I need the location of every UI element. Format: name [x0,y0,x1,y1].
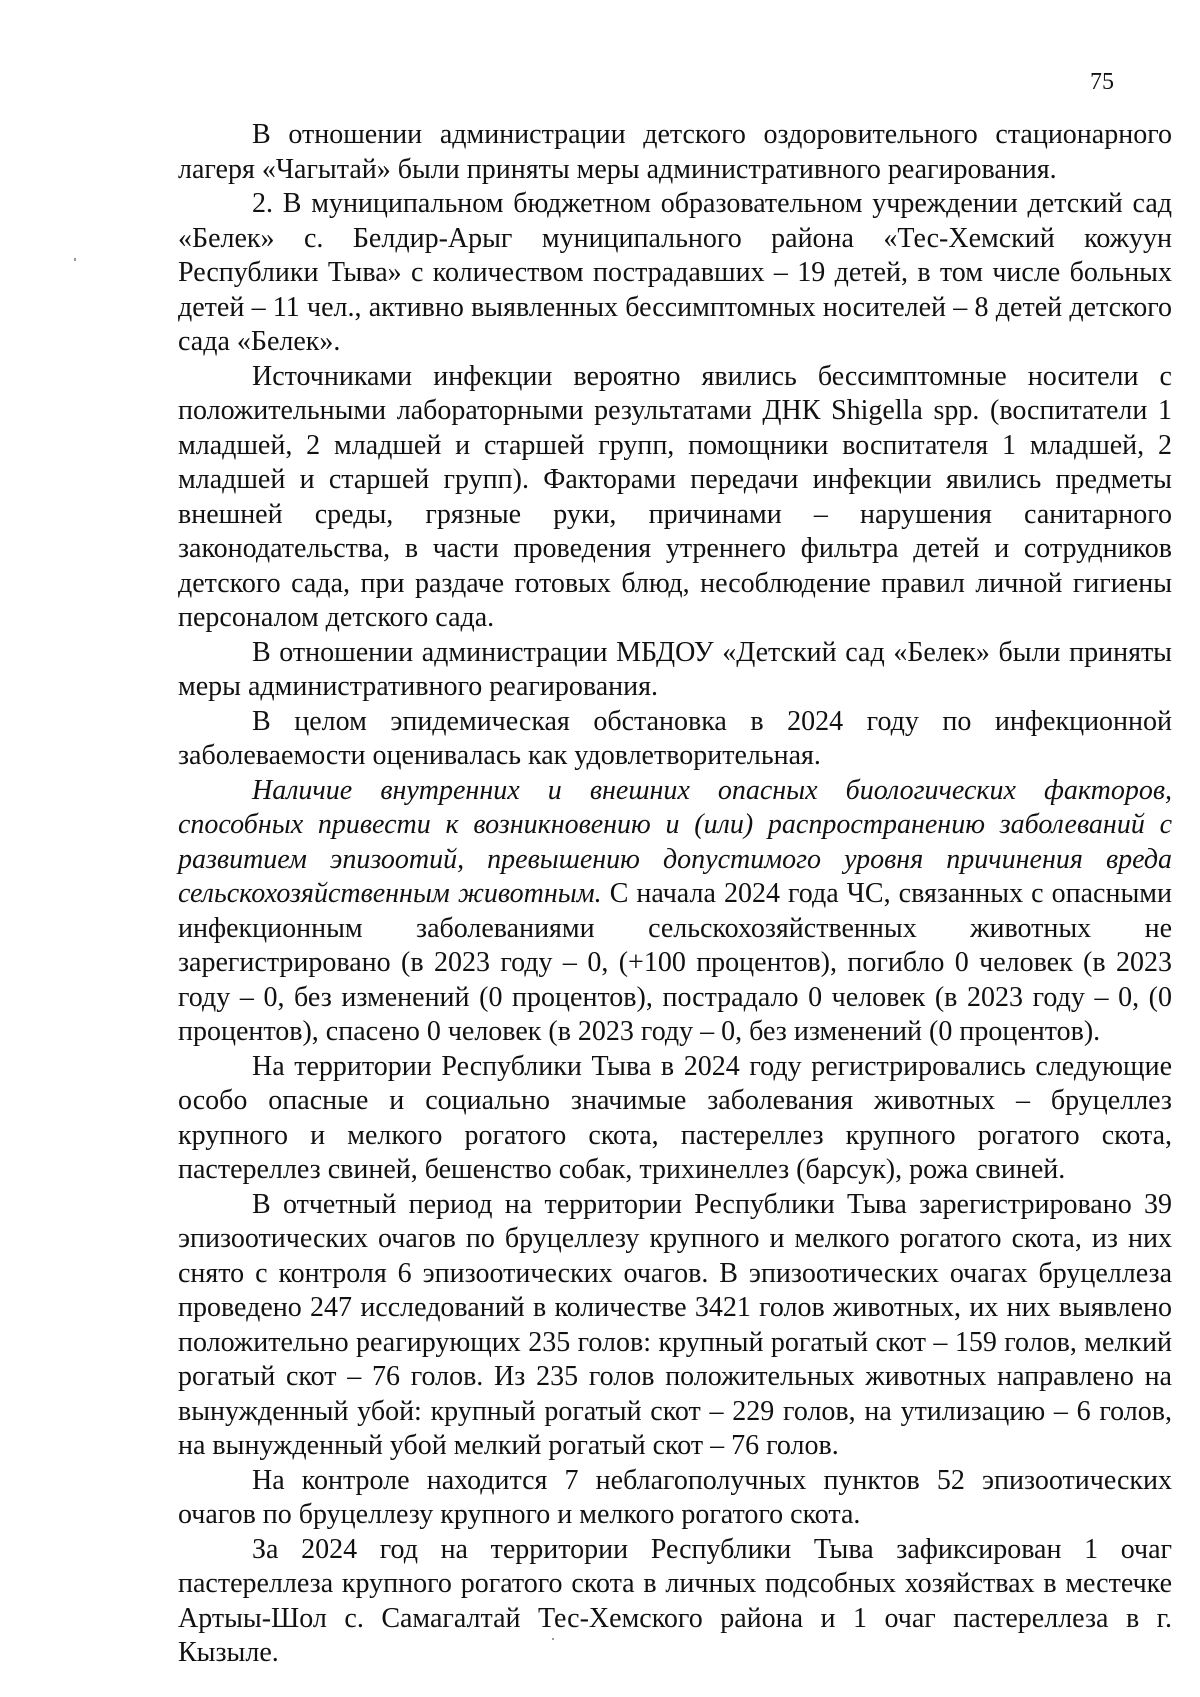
paragraph-6-text: С начала 2024 года ЧС, связанных с опасными инфекционным заболеваниями сельскохозяйственных животных не зарегистрировано (в 2023 году – 0, (+100 процентов), погибло 0 человек (в 2023 году – 0, без изменений (0 процентов), пострадало 0 человек (в 2023 году – 0, (0 процентов), спасено 0 человек (в 2023 году – 0, без изменений (0 процентов). [178,878,1172,1047]
scan-mark-left [74,258,76,261]
paragraph-9: На контроле находится 7 неблагополучных пунктов 52 эпизоотических очагов по бруцеллезу крупного и мелкого рогатого скота. [178,1464,1172,1530]
paragraph-1: В отношении администрации детского оздоровительного стационарного лагеря «Чагытай» были приняты меры административного реагирования. [178,119,1172,185]
italic-heading: Наличие внутренних и внешних опасных биологических факторов, способных привести к возникновению и (или) распространению заболеваний с развитием эпизоотий, превышению допустимого уровня причинения вреда сельскохозяйственным животным. [178,774,1172,909]
paragraph-10: За 2024 год на территории Республики Тыва зафиксирован 1 очаг пастереллеза крупного рогатого скота в личных подсобных хозяйствах в местечке Артыы-Шол с. Самагалтай Тес-Хемского района и 1 очаг пастереллеза в г. Кызыле. [178,1533,1172,1668]
paragraph-6 [178,774,1172,1050]
paragraph-7: На территории Республики Тыва в 2024 году регистрировались следующие особо опасные и социально значимые заболевания животных – бруцеллез крупного и мелкого рогатого скота, пастереллез крупного рогатого скота, пастереллез свиней, бешенство собак, трихинеллез (барсук), рожа свиней. [178,1050,1172,1185]
paragraph-3: Источниками инфекции вероятно явились бессимптомные носители с положительными лабораторными результатами ДНК Shigella spp. (воспитатели 1 младшей, 2 младшей и старшей групп, помощники воспитателя 1 младшей, 2 младшей и старшей групп). Факторами передачи инфекции явились предметы внешней среды, грязные руки, причинами – нарушения санитарного законодательства, в части проведения утреннего фильтра детей и сотрудников детского сада, при раздаче готовых блюд, несоблюдение правил личной гигиены персоналом детского сада. [178,360,1172,633]
paragraph-8: В отчетный период на территории Республики Тыва зарегистрировано 39 эпизоотических очагов по бруцеллезу крупного и мелкого рогатого скота, из них снято с контроля 6 эпизоотических очагов. В эпизоотических очагах бруцеллеза проведено 247 исследований в количестве 3421 голов животных, их них выявлено положительно реагирующих 235 голов: крупный рогатый скот – 159 голов, мелкий рогатый скот – 76 голов. Из 235 голов положительных животных направлено на вынужденный убой: крупный рогатый скот – 229 голов, на утилизацию – 6 голов, на вынужденный убой мелкий рогатый скот – 76 голов. [178,1188,1172,1461]
document-body [178,118,1172,1671]
paragraph-5: В целом эпидемическая обстановка в 2024 году по инфекционной заболеваемости оценивалась как удовлетворительная. [178,705,1172,771]
paragraph-2: 2. В муниципальном бюджетном образовательном учреждении детский сад «Белек» с. Белдир-Арыг муниципального района «Тес-Хемский кожуун Республики Тыва» с количеством пострадавших – 19 детей, в том числе больных детей – 11 чел., активно выявленных бессимптомных носителей – 8 детей детского сада «Белек». [178,188,1172,357]
paragraph-4: В отношении администрации МБДОУ «Детский сад «Белек» были приняты меры административного реагирования. [178,636,1172,702]
page-number: 75 [1090,69,1114,95]
